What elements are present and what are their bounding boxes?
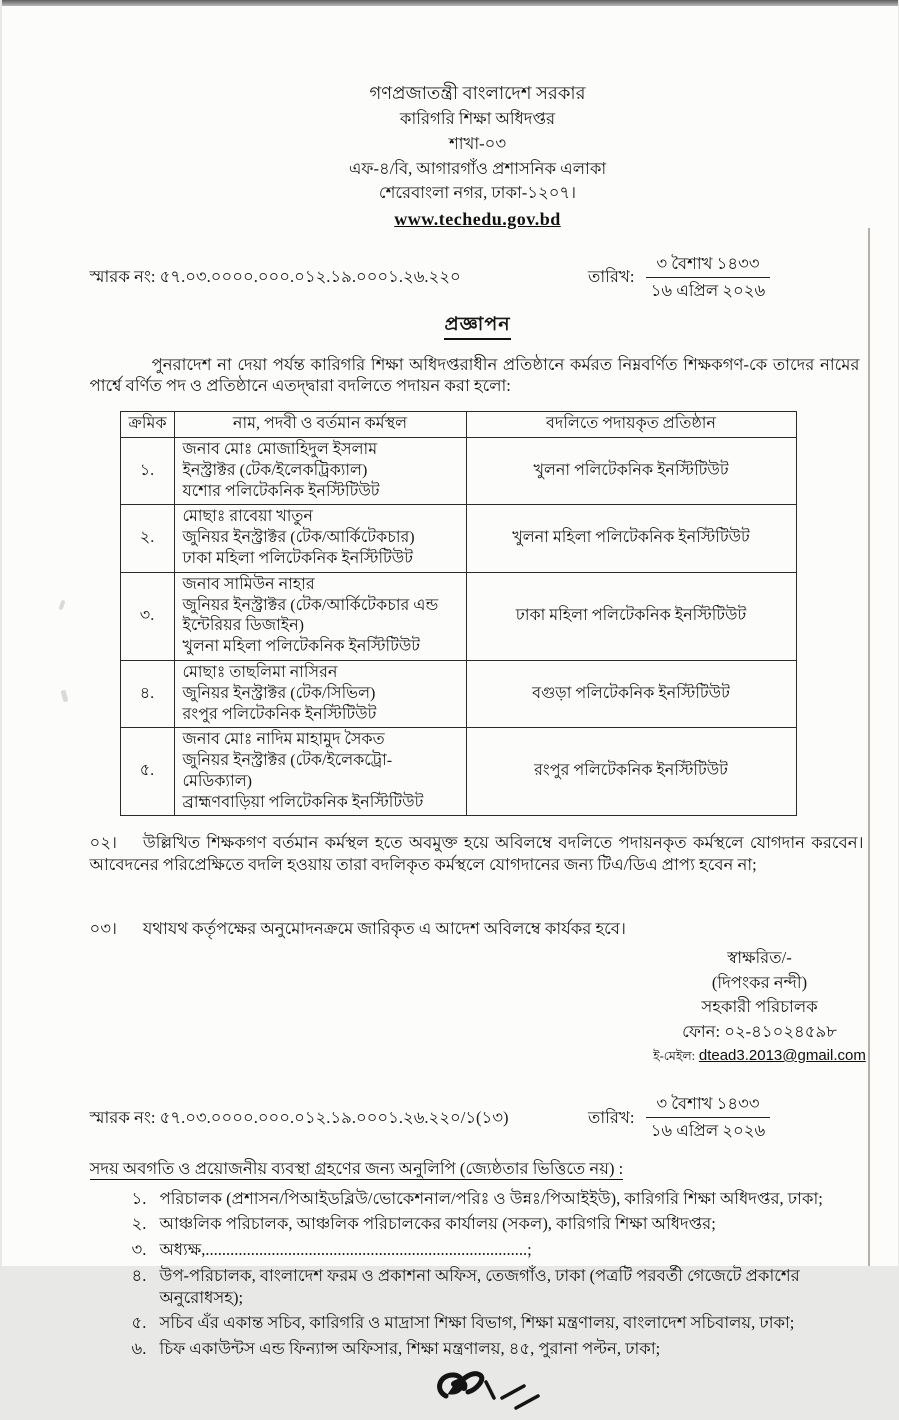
- title-wrap: [90, 312, 866, 340]
- table-row: [120, 437, 796, 504]
- website-line: [90, 206, 866, 233]
- header-destination: বদলিতে পদায়কৃত প্রতিষ্ঠান: [466, 412, 796, 438]
- person-current-institute: রংপুর পলিটেকনিক ইনস্টিটিউট: [183, 705, 458, 726]
- distribution-heading-wrap: [90, 1158, 866, 1180]
- date-bangla: ৩ বৈশাখ ১৪৩৩: [646, 253, 769, 278]
- person-name: জনাব সামিউন নাহার: [183, 575, 458, 596]
- row-destination: খুলনা মহিলা পলিটেকনিক ইনস্টিটিউট: [466, 505, 796, 572]
- email-link[interactable]: dtead3.2013@gmail.com: [699, 1047, 866, 1064]
- row-serial: ১.: [120, 437, 174, 504]
- signatory-designation: সহকারী পরিচালক: [620, 995, 899, 1020]
- row-person-cell: [174, 505, 466, 572]
- row-serial: ৩.: [120, 572, 174, 660]
- row-person-cell: [174, 572, 466, 660]
- signature-block: [620, 946, 899, 1068]
- signed-mark: স্বাক্ষরিত/-: [620, 946, 899, 971]
- paragraph-03-number: ০৩।: [90, 919, 117, 938]
- distribution-item-text: আঞ্চলিক পরিচালক, আঞ্চলিক পরিচালকের কার্যালয় (সকল), কারিগরি শিক্ষা অধিদপ্তর;: [160, 1213, 866, 1235]
- distribution-heading: সদয় অবগতি ও প্রয়োজনীয় ব্যবস্থা গ্রহণের জন্য অনুলিপি (জ্যেষ্ঠতার ভিত্তিতে নয়) :: [90, 1159, 624, 1180]
- memo-date-row-2: [90, 1093, 866, 1142]
- page-title: প্রজ্ঞাপন: [444, 312, 510, 340]
- intro-paragraph: পুনরাদেশ না দেয়া পর্যন্ত কারিগরি শিক্ষা অধিদপ্তরাধীন প্রতিষ্ঠানে কর্মরত নিম্নবর্ণিত শিক্ষকগণ-কে তাদের নামের পার্শ্বে বর্ণিত পদ ও প্রতিষ্ঠানে এতদ্দ্বারা বদলিতে পদায়ন করা হলো:: [90, 354, 866, 398]
- distribution-item-number: ৩.: [132, 1239, 160, 1261]
- person-designation: জুনিয়র ইনস্ট্রাক্টর (টেক/সিভিল): [183, 684, 458, 705]
- distribution-list: [90, 1188, 866, 1360]
- person-designation: জুনিয়র ইনস্ট্রাক্টর (টেক/ইলেকট্রো-মেডিক্যাল): [183, 751, 458, 793]
- date-values: [646, 1093, 769, 1142]
- directorate-name: কারিগরি শিক্ষা অধিদপ্তর: [90, 107, 866, 132]
- person-designation: ইনস্ট্রাক্টর (টেক/ইলেকট্রিক্যাল): [183, 461, 458, 482]
- person-name: জনাব মোঃ মোজাহিদুল ইসলাম: [183, 440, 458, 461]
- paragraph-02: [90, 832, 866, 876]
- signatory-email-line: [620, 1045, 899, 1068]
- person-current-institute: ঢাকা মহিলা পলিটেকনিক ইনস্টিটিউট: [183, 549, 458, 570]
- signatory-name: (দিপংকর নন্দী): [620, 971, 899, 996]
- memo-date-row-1: [90, 253, 866, 302]
- distribution-item-number: ৫.: [132, 1312, 160, 1334]
- distribution-item: [90, 1213, 866, 1235]
- row-serial: ২.: [120, 505, 174, 572]
- date-gregorian: ১৬ এপ্রিল ২০২৬: [646, 1118, 769, 1142]
- date-block-1: [588, 253, 769, 302]
- distribution-item-text: সচিব এঁর একান্ত সচিব, কারিগরি ও মাদ্রাসা শিক্ষা বিভাগ, শিক্ষা মন্ত্রণালয়, বাংলাদেশ সচিবালয়, ঢাকা;: [160, 1312, 866, 1334]
- row-serial: ৪.: [120, 660, 174, 727]
- government-name: গণপ্রজাতন্ত্রী বাংলাদেশ সরকার: [90, 80, 866, 107]
- distribution-item: [90, 1188, 866, 1210]
- distribution-item: [90, 1338, 866, 1360]
- handwritten-signature-mark: [430, 1362, 866, 1420]
- person-current-institute: খুলনা মহিলা পলিটেকনিক ইনস্টিটিউট: [183, 637, 458, 658]
- distribution-item-text: পরিচালক (প্রশাসন/পিআইডব্লিউ/ভোকেশনাল/পরিঃ ও উন্নঃ/পিআইইউ), কারিগরি শিক্ষা অধিদপ্তর, ঢাকা;: [160, 1188, 866, 1210]
- distribution-item-number: ১.: [132, 1188, 160, 1210]
- header-serial: ক্রমিক: [120, 412, 174, 438]
- document-page: [2, 0, 898, 1266]
- row-person-cell: [174, 660, 466, 727]
- paragraph-03: [90, 918, 866, 940]
- distribution-item: [90, 1265, 866, 1309]
- table-row: [120, 505, 796, 572]
- memo-number-1: স্মারক নং: ৫৭.০৩.০০০০.০০০.০১২.১৯.০০০১.২৬.২২০: [90, 266, 461, 288]
- section-number: শাখা-০৩: [90, 132, 866, 157]
- website-link[interactable]: www.techedu.gov.bd: [394, 209, 561, 229]
- distribution-item-text: চিফ একাউন্টস এন্ড ফিন্যান্স অফিসার, শিক্ষা মন্ত্রণালয়, ৪৫, পুরানা পল্টন, ঢাকা;: [160, 1338, 866, 1360]
- signature-scribble-icon: [430, 1362, 560, 1414]
- signatory-phone: ফোন: ০২-৪১০২৪৫৯৮: [620, 1020, 899, 1045]
- date-values: [646, 253, 769, 302]
- row-destination: ঢাকা মহিলা পলিটেকনিক ইনস্টিটিউট: [466, 572, 796, 660]
- transfer-table: [120, 411, 797, 816]
- table-row: [120, 660, 796, 727]
- date-block-2: [588, 1093, 769, 1142]
- table-row: [120, 572, 796, 660]
- document-content: [2, 0, 898, 1420]
- address-line-2: শেরেবাংলা নগর, ঢাকা-১২০৭।: [90, 181, 866, 206]
- letterhead: [90, 80, 866, 233]
- distribution-item-number: ২.: [132, 1213, 160, 1235]
- header-name: নাম, পদবী ও বর্তমান কর্মস্থল: [174, 412, 466, 438]
- table-row: [120, 728, 796, 816]
- row-destination: রংপুর পলিটেকনিক ইনস্টিটিউট: [466, 728, 796, 816]
- date-label: তারিখ:: [588, 266, 634, 288]
- person-current-institute: যশোর পলিটেকনিক ইনস্টিটিউট: [183, 482, 458, 503]
- person-name: মোছাঃ তাছলিমা নাসিরন: [183, 663, 458, 684]
- distribution-item-text: উপ-পরিচালক, বাংলাদেশ ফরম ও প্রকাশনা অফিস, তেজগাঁও, ঢাকা (পত্রটি পরবর্তী গেজেটে প্রকাশের অনুরোধসহ);: [160, 1265, 866, 1309]
- person-name: মোছাঃ রাবেয়া খাতুন: [183, 507, 458, 528]
- person-current-institute: ব্রাহ্মণবাড়িয়া পলিটেকনিক ইনস্টিটিউট: [183, 793, 458, 814]
- distribution-item-text: অধ্যক্ষ,..............................................................................;: [160, 1239, 866, 1261]
- person-designation: জুনিয়র ইনস্ট্রাক্টর (টেক/আর্কিটেকচার): [183, 528, 458, 549]
- table-header-row: [120, 412, 796, 438]
- row-person-cell: [174, 437, 466, 504]
- distribution-item-number: ৪.: [132, 1265, 160, 1309]
- row-destination: বগুড়া পলিটেকনিক ইনস্টিটিউট: [466, 660, 796, 727]
- date-label: তারিখ:: [588, 1107, 634, 1129]
- row-destination: খুলনা পলিটেকনিক ইনস্টিটিউট: [466, 437, 796, 504]
- distribution-item: [90, 1312, 866, 1334]
- memo-number-2: স্মারক নং: ৫৭.০৩.০০০০.০০০.০১২.১৯.০০০১.২৬.২২০/১(১৩): [90, 1107, 509, 1129]
- paragraph-02-number: ০২।: [90, 833, 117, 852]
- date-bangla: ৩ বৈশাখ ১৪৩৩: [646, 1093, 769, 1118]
- row-person-cell: [174, 728, 466, 816]
- email-label: ই-মেইল:: [653, 1049, 695, 1063]
- person-designation: জুনিয়র ইনস্ট্রাক্টর (টেক/আর্কিটেকচার এন্ড ইন্টেরিয়র ডিজাইন): [183, 596, 458, 638]
- paragraph-03-text: যথাযথ কর্তৃপক্ষের অনুমোদনক্রমে জারিকৃত এ আদেশ অবিলম্বে কার্যকর হবে।: [143, 919, 626, 938]
- person-name: জনাব মোঃ নাদিম মাহামুদ সৈকত: [183, 730, 458, 751]
- address-line-1: এফ-৪/বি, আগারগাঁও প্রশাসনিক এলাকা: [90, 157, 866, 182]
- distribution-item: [90, 1239, 866, 1261]
- row-serial: ৫.: [120, 728, 174, 816]
- date-gregorian: ১৬ এপ্রিল ২০২৬: [646, 278, 769, 302]
- distribution-item-number: ৬.: [132, 1338, 160, 1360]
- paragraph-02-text: উল্লিখিত শিক্ষকগণ বর্তমান কর্মস্থল হতে অবমুক্ত হয়ে অবিলম্বে বদলিতে পদায়নকৃত কর্মস্থলে যোগদান করবেন। আবেদনের পরিপ্রেক্ষিতে বদলি হওয়ায় তারা বদলিকৃত কর্মস্থলে যোগদানের জন্য টিএ/ডিএ প্রাপ্য হবেন না;: [90, 833, 864, 874]
